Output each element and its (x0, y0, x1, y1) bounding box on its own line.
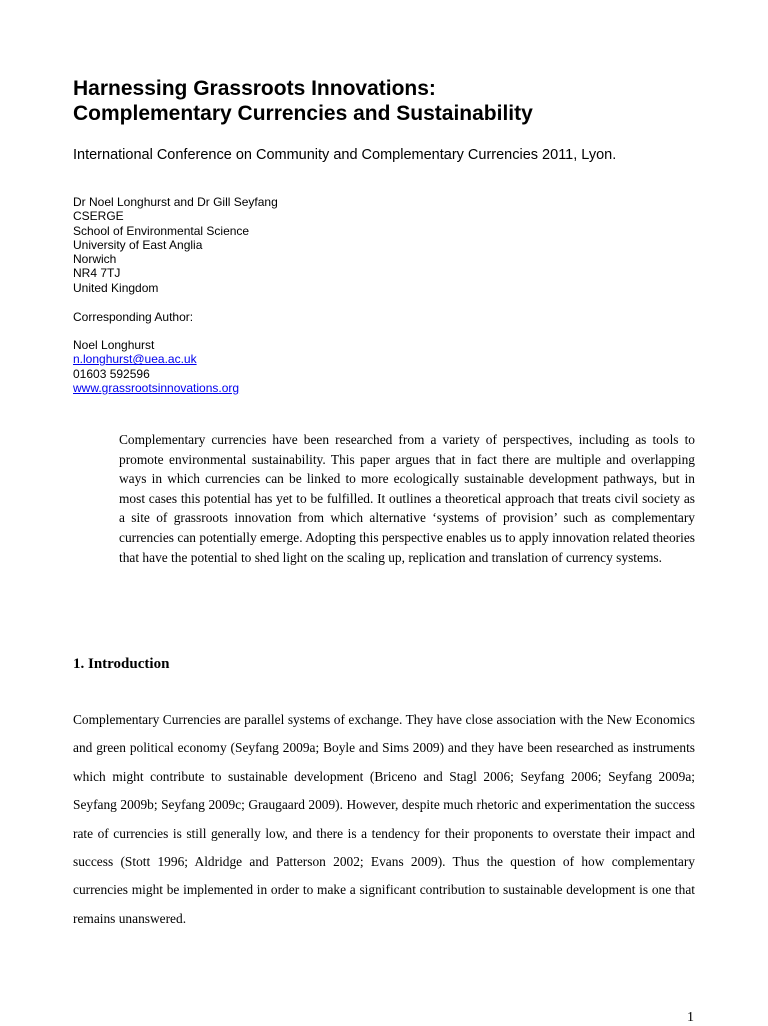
title-line-1: Harnessing Grassroots Innovations: (73, 77, 436, 100)
author-names: Dr Noel Longhurst and Dr Gill Seyfang (73, 195, 278, 209)
introduction-paragraph: Complementary Currencies are parallel systems of exchange. They have close association with the New Economics and green political economy (Seyfang 2009a; Boyle and Sims 2009) and they have been researched as instruments which might contribute to sustainable development (Briceno and Stagl 2006; Seyfang 2006; Seyfang 2009a; Seyfang 2009b; Seyfang 2009c; Graugaard 2009). However, despite much rhetoric and experimentation the success rate of currencies is still generally low, and there is a tendency for their proponents to overstate their impact and success (Stott 1996; Aldridge and Patterson 2002; Evans 2009). Thus the question of how complementary currencies might be implemented in order to make a significant contribution to sustainable development is one that remains unanswered. (73, 712, 695, 926)
conference-line: International Conference on Community and Complementary Currencies 2011, Lyon. (73, 147, 617, 163)
school-name: School of Environmental Science (73, 223, 250, 238)
abstract-paragraph: Complementary currencies have been researched from a variety of perspectives, including as tools to promote environmental sustainability. This paper argues that in fact there are multiple and overlapping ways in which currencies can be linked to more ecologically sustainable development pathways, but in most cases this potential has yet to be fulfilled. It outlines a theoretical approach that treats civil society as a site of grassroots innovation from which alternative ‘systems of provision’ such as complementary currencies can potentially emerge. Adopting this perspective enables us to apply innovation related theories that have the potential to shed light on the scaling up, replication and translation of currency systems. (119, 432, 695, 565)
research-centre: CSERGE (73, 209, 124, 224)
country: United Kingdom (73, 280, 159, 295)
postcode: NR4 7TJ (73, 266, 121, 281)
city: Norwich (73, 252, 117, 267)
author-affiliation-block (73, 195, 473, 295)
paper-title (73, 76, 733, 126)
phone-number: 01603 592596 (73, 366, 150, 381)
page-number: 1 (687, 1010, 694, 1025)
university-name: University of East Anglia (73, 237, 203, 252)
email-link[interactable]: n.longhurst@uea.ac.uk (73, 352, 197, 367)
corresponding-author-label: Corresponding Author: (73, 310, 194, 324)
section-heading: 1. Introduction (73, 656, 170, 672)
contact-name: Noel Longhurst (73, 338, 155, 352)
website-link[interactable]: www.grassrootsinnovations.org (73, 380, 240, 395)
title-line-2: Complementary Currencies and Sustainability (73, 102, 533, 125)
contact-block (73, 338, 473, 395)
